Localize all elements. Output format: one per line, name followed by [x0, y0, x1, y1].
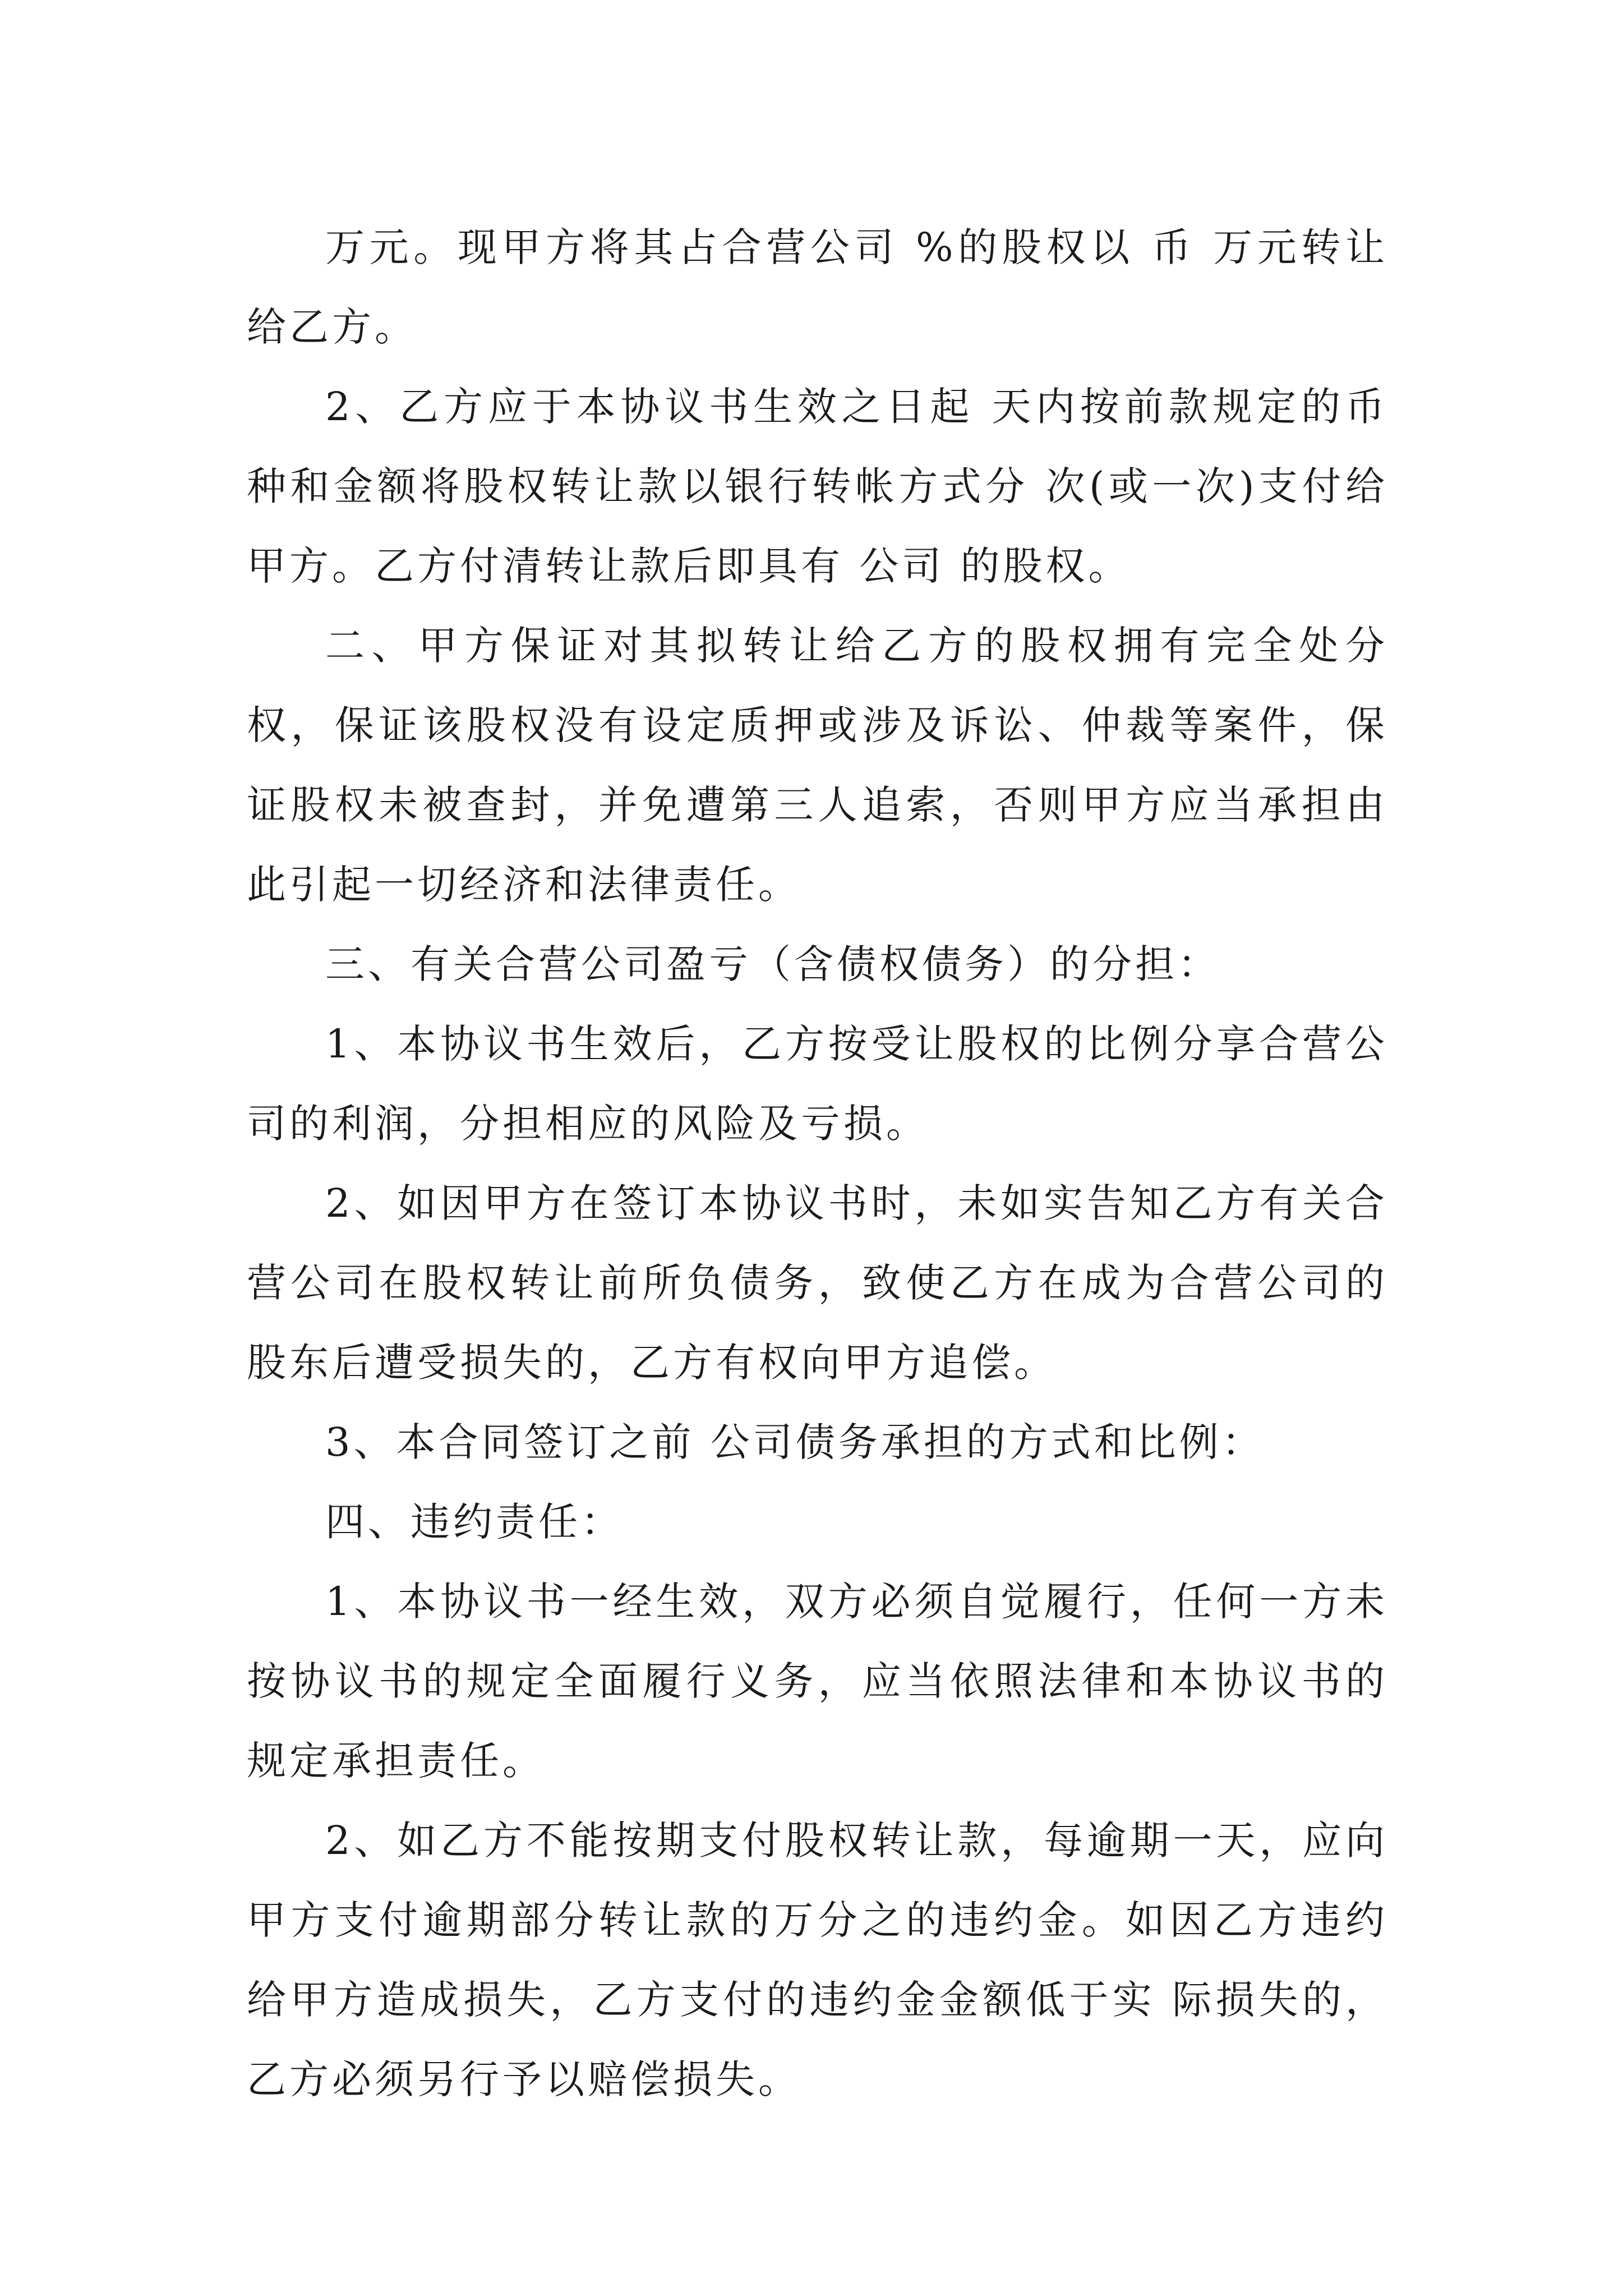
section-heading-liability: 四、违约责任： — [325, 1499, 624, 1545]
paragraph-performance-obligation: 1、本协议书一经生效，双方必须自觉履行，任何一方未按协议书的规定全面履行义务，应当依照法律和本协议书的规定承担责任。 — [247, 1579, 1388, 1784]
paragraph-seller-guarantee: 二、甲方保证对其拟转让给乙方的股权拥有完全处分权，保证该股权没有设定质押或涉及诉讼、仲裁等案件，保证股权未被查封，并免遭第三人追索，否则甲方应当承担由此引起一切经济和法律责任。 — [247, 623, 1388, 908]
paragraph-transfer-price: 万元。现甲方将其占合营公司 %的股权以 币 万元转让给乙方。 — [247, 224, 1388, 350]
paragraph-profit-sharing: 1、本协议书生效后，乙方按受让股权的比例分享合营公司的利润，分担相应的风险及亏损。 — [247, 1021, 1388, 1147]
paragraph-debt-allocation: 3、本合同签订之前 公司债务承担的方式和比例： — [325, 1419, 1265, 1465]
paragraph-late-payment-penalty: 2、如乙方不能按期支付股权转让款，每逾期一天，应向甲方支付逾期部分转让款的万分之的违约金。如因乙方违约给甲方造成损失，乙方支付的违约金金额低于实 际损失的，乙方必须另行予以赔偿损失。 — [247, 1818, 1388, 2102]
document-body — [247, 208, 1388, 2119]
section-heading-profit-loss: 三、有关合营公司盈亏（含债权债务）的分担： — [325, 941, 1220, 987]
paragraph-payment-terms: 2、乙方应于本协议书生效之日起 天内按前款规定的币种和金额将股权转让款以银行转帐方式分 次(或一次)支付给甲方。乙方付清转让款后即具有 公司 的股权。 — [247, 384, 1388, 589]
paragraph-undisclosed-debt: 2、如因甲方在签订本协议书时，未如实告知乙方有关合营公司在股权转让前所负债务，致使乙方在成为合营公司的股东后遭受损失的，乙方有权向甲方追偿。 — [247, 1180, 1388, 1386]
